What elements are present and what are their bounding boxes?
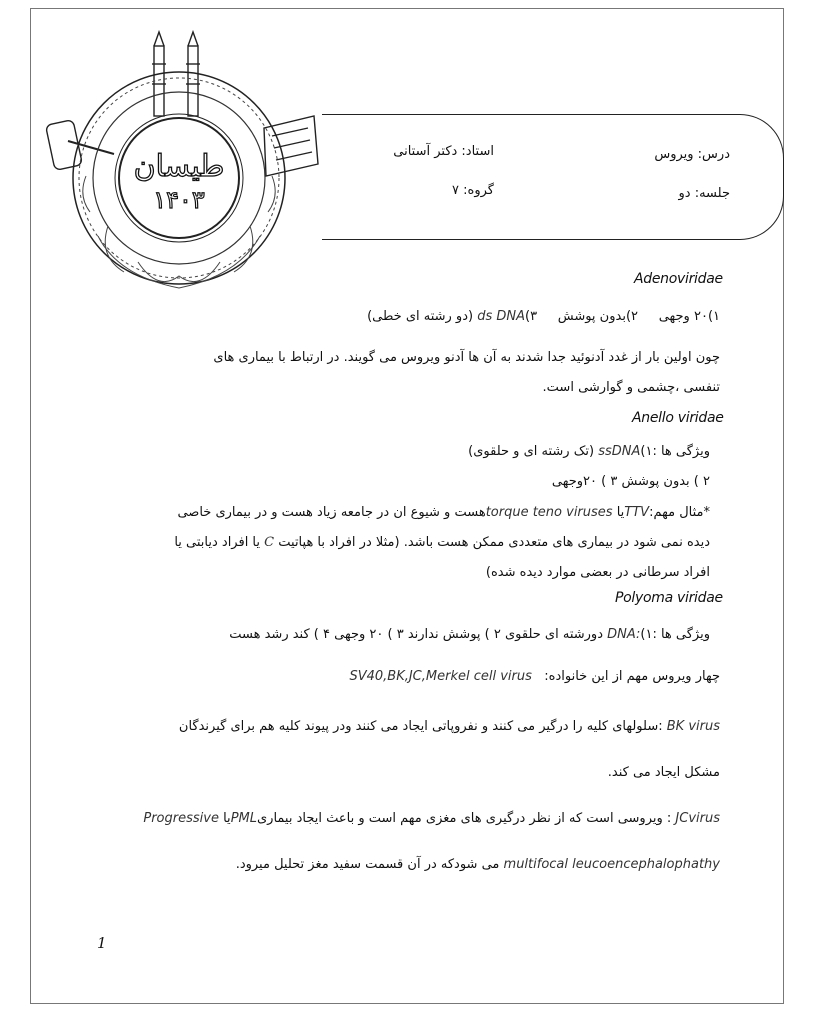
logo-year: ۱۴۰۳ xyxy=(153,186,205,214)
jc-virus-line1: JCvirus : ویروسی است که از نظر درگیری های مغزی مهم است و باعث ایجاد بیماریPMLیا Progressive xyxy=(143,811,720,826)
session-label: جلسه: دو xyxy=(678,186,730,201)
jc-virus-line2: multifocal leucoencephalophathy می شودکه در آن قسمت سفید مغز تحلیل میرود. xyxy=(235,857,720,872)
section-title-anello: Anello viridae xyxy=(632,410,724,426)
course-label: درس: ویروس xyxy=(654,147,730,162)
tilsan-logo xyxy=(38,26,332,296)
anello-line3: *مثال مهم:TTVیا torque teno virusesهست و شیوع ان در جامعه زیاد هست و در بیماری خاصی xyxy=(177,505,710,520)
bk-virus-line1: BK virus :سلولهای کلیه را درگیر می کنند و نفروپاتی ایجاد می کنند ودر پیوند کلیه هم برای گیرندگان xyxy=(178,719,720,734)
adeno-features: ۱)۲۰ وجهی ۲)بدون پوشش ۳)ds DNA (دو رشته ای خطی) xyxy=(367,309,720,324)
teacher-label: استاد: دکتر آستانی xyxy=(393,144,494,159)
anello-line1: ویژگی ها :۱)ssDNA (تک رشته ای و حلقوی) xyxy=(468,444,710,459)
section-title-polyoma: Polyoma viridae xyxy=(615,590,723,606)
logo-title: طیسان xyxy=(133,149,225,184)
adeno-para-line1: چون اولین بار از غدد آدنوئید جدا شدند به آن ها آدنو ویروس می گویند. در ارتباط با بیماری های xyxy=(213,350,720,365)
page-number: 1 xyxy=(97,934,107,952)
header-box xyxy=(322,114,784,240)
anello-line2: ۲ ) بدون پوشش ۳ ) ۲۰وجهی xyxy=(551,474,710,489)
adeno-para-line2: تنفسی ،چشمی و گوارشی است. xyxy=(542,380,720,395)
anello-line4: دیده نمی شود در بیماری های متعددی ممکن هست باشد. (مثلا در افراد با هپاتیت C یا افراد دیابتی یا xyxy=(174,535,710,550)
section-title-adeno: Adenoviridae xyxy=(634,271,723,287)
group-label: گروه: ۷ xyxy=(452,183,494,198)
polyoma-line2: چهار ویروس مهم از این خانواده: SV40,BK,JC,Merkel cell virus xyxy=(349,669,720,684)
bk-virus-line2: مشکل ایجاد می کند. xyxy=(607,765,720,780)
polyoma-line1: ویژگی ها :۱)DNA: دورشته ای حلقوی ۲ ) پوشش ندارند ۳ ) ۲۰ وجهی ۴ ) کند رشد هست xyxy=(229,627,710,642)
anello-line5: افراد سرطانی در بعضی موارد دیده شده) xyxy=(485,565,710,580)
